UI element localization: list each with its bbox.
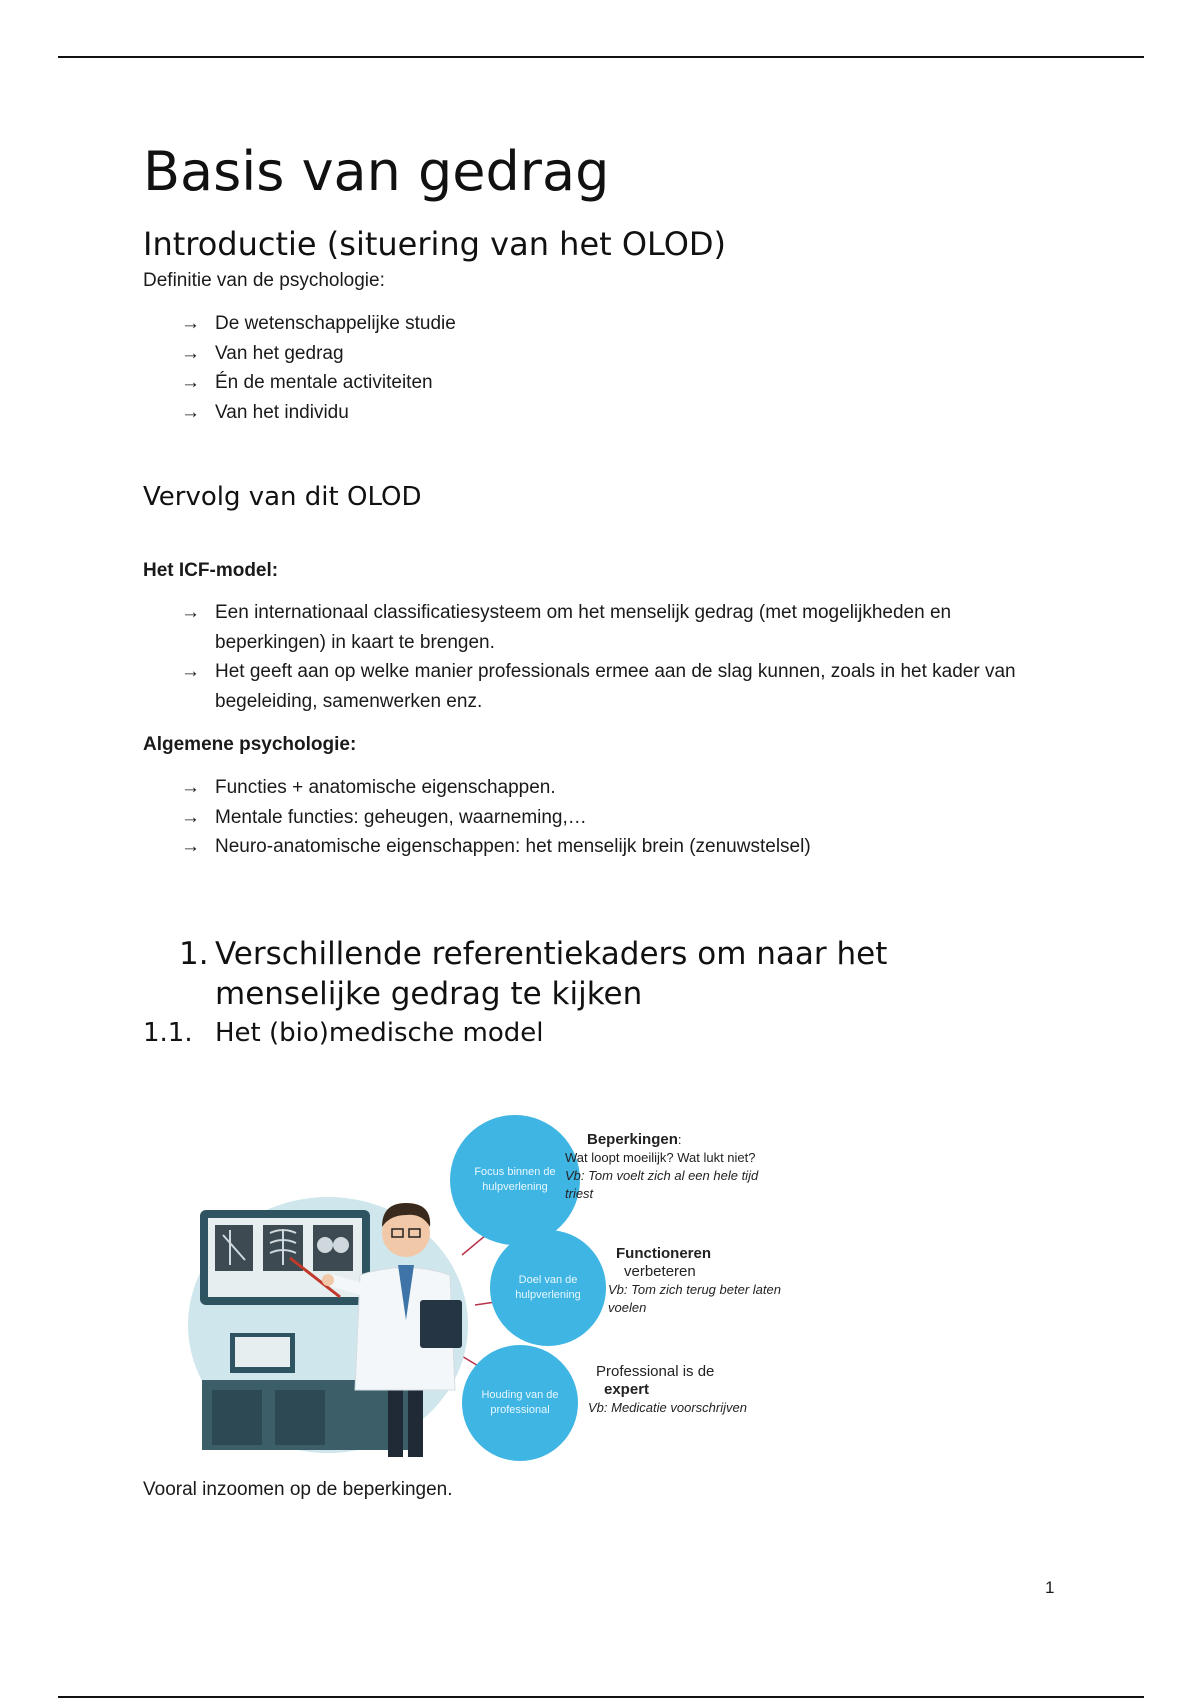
note-expert: Professional is de expert Vb: Medicatie voorschrijven	[588, 1363, 747, 1415]
bubble-focus: Focus binnen de hulpverlening	[450, 1115, 580, 1245]
arrow-icon: →	[181, 342, 200, 364]
document-title: Basis van gedrag	[143, 140, 610, 203]
note-functioneren: Functioneren verbeteren Vb: Tom zich terug beter laten voelen	[608, 1245, 781, 1315]
icf-list	[143, 598, 1063, 716]
chapter-heading	[143, 934, 1063, 1014]
chapter-title: Verschillende referentiekaders om naar het menselijke gedrag te kijken	[215, 935, 888, 1012]
list-item: → Mentale functies: geheugen, waarneming,…	[181, 803, 1063, 833]
header-rule	[58, 56, 1144, 58]
list-item: → Een internationaal classificatiesysteem om het menselijk gedrag (met mogelijkheden en beperkingen) in kaart te brengen.	[181, 598, 1063, 657]
list-item: → Het geeft aan op welke manier professionals ermee aan de slag kunnen, zoals in het kader van begeleiding, samenwerken enz.	[181, 657, 1063, 716]
arrow-icon: →	[181, 777, 200, 798]
list-item: → Én de mentale activiteiten	[181, 368, 1063, 398]
subsection-heading	[143, 1016, 1063, 1050]
bubble-doel: Doel van de hulpverlening	[490, 1230, 606, 1346]
chapter-number: 1.	[179, 935, 209, 972]
subsection-number: 1.1.	[143, 1017, 193, 1048]
list-item: → Neuro-anatomische eigenschappen: het menselijk brein (zenuwstelsel)	[181, 832, 1063, 862]
arrow-icon: →	[181, 806, 200, 828]
vervolg-heading: Vervolg van dit OLOD	[143, 482, 422, 512]
footer-rule	[58, 1696, 1144, 1698]
list-item: → Functies + anatomische eigenschappen.	[181, 773, 1063, 803]
arrow-icon: →	[181, 401, 200, 423]
list-item: → Van het gedrag	[181, 339, 1063, 369]
definition-label: Definitie van de psychologie:	[143, 270, 385, 291]
bubble-houding: Houding van de professional	[462, 1345, 578, 1461]
biomedical-model-figure	[170, 1115, 830, 1475]
arrow-icon: →	[181, 602, 200, 623]
document-body	[143, 140, 1063, 1050]
algemene-list	[143, 773, 1063, 862]
page-number: 1	[1045, 1578, 1055, 1597]
note-beperkingen: Beperkingen: Wat loopt moeilijk? Wat lukt niet? Vb: Tom voelt zich al een hele tijd triest	[565, 1131, 759, 1201]
arrow-icon: →	[181, 313, 200, 334]
icf-label: Het ICF-model:	[143, 560, 279, 581]
arrow-icon: →	[181, 836, 200, 857]
closing-text: Vooral inzoomen op de beperkingen.	[143, 1479, 453, 1500]
intro-heading: Introductie (situering van het OLOD)	[143, 225, 727, 263]
list-item: → Van het individu	[181, 398, 1063, 428]
arrow-icon: →	[181, 372, 200, 393]
arrow-icon: →	[181, 661, 200, 682]
definition-list	[143, 309, 1063, 427]
subsection-title: Het (bio)medische model	[215, 1017, 544, 1048]
algemene-label: Algemene psychologie:	[143, 734, 357, 755]
list-item: → De wetenschappelijke studie	[181, 309, 1063, 339]
